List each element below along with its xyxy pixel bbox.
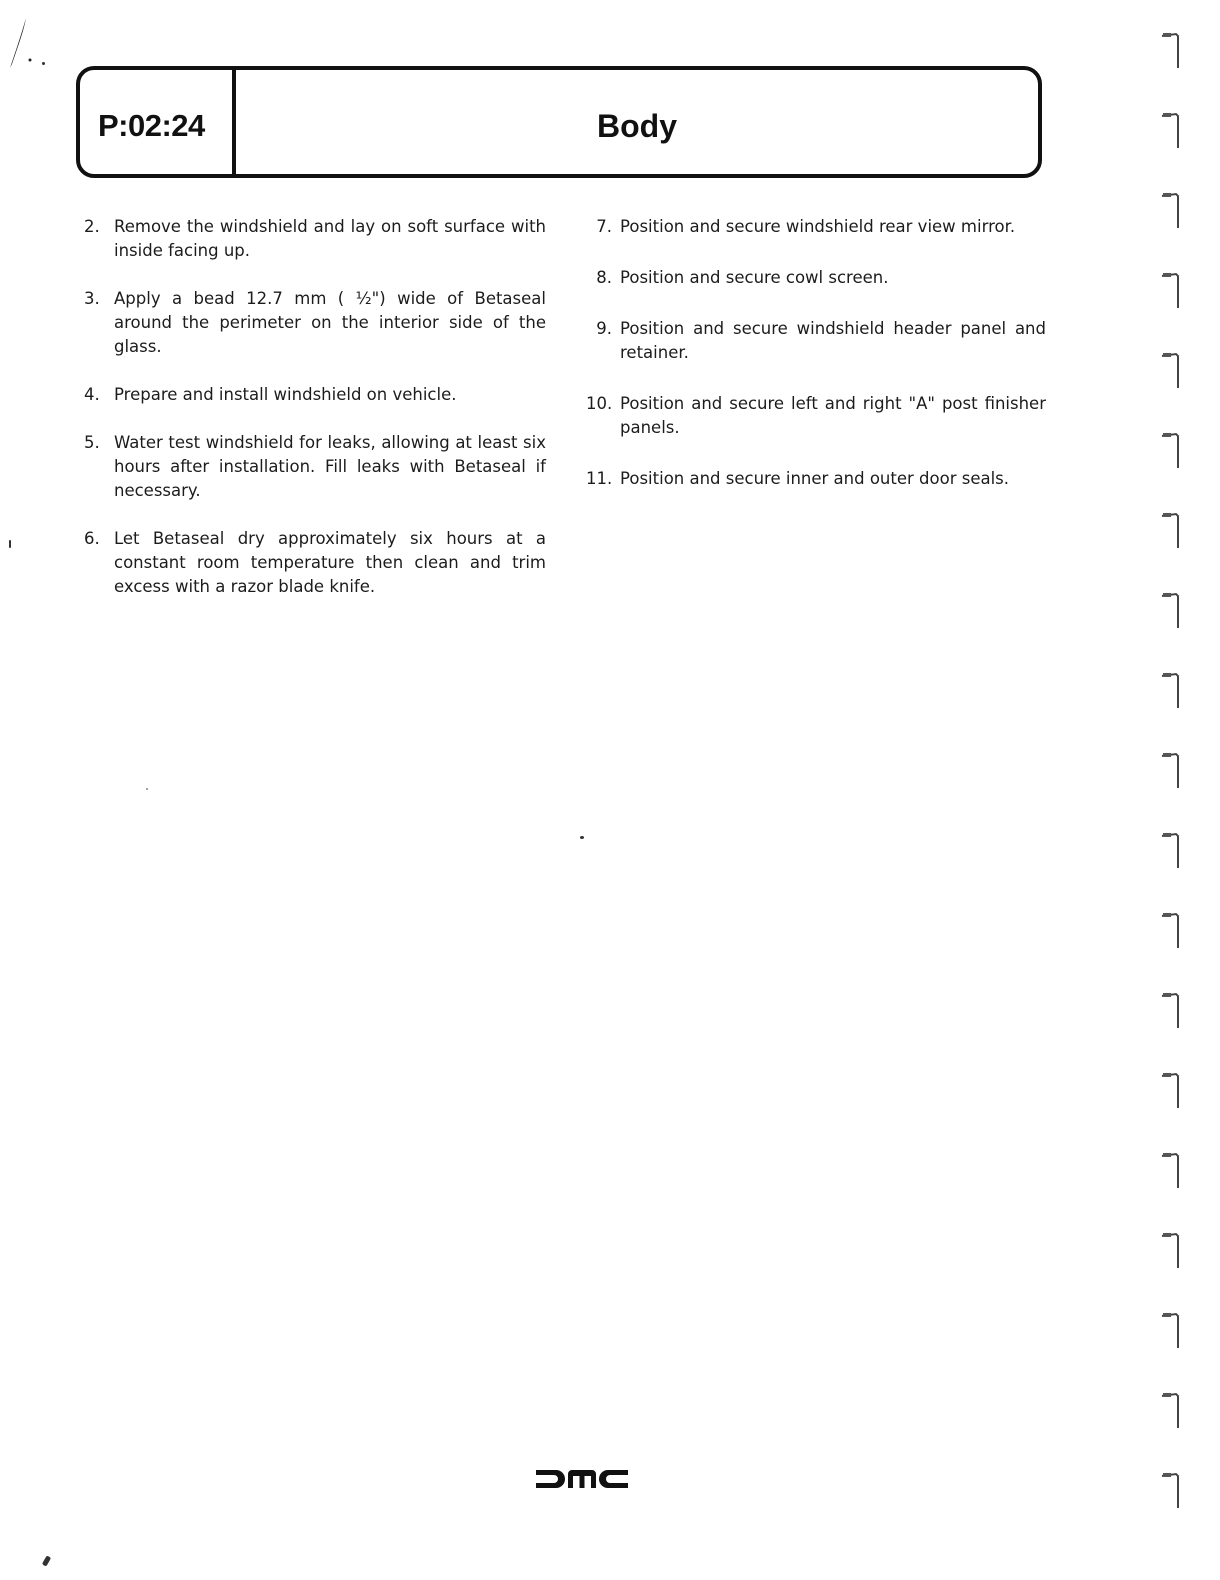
step-number: 10.	[586, 394, 613, 413]
step-number: 6.	[84, 529, 100, 548]
binder-tab-icon	[1160, 190, 1182, 230]
step-item	[84, 287, 546, 359]
step-text: Position and secure cowl screen.	[620, 268, 889, 287]
binder-tab-icon	[1160, 1470, 1182, 1510]
scan-speck	[580, 836, 584, 839]
step-number: 11.	[586, 469, 613, 488]
step-number: 8.	[596, 268, 612, 287]
step-text: Apply a bead 12.7 mm ( ½") wide of Betaseal around the perimeter on the interior side of the glass.	[114, 289, 546, 356]
binder-tab-icon	[1160, 830, 1182, 870]
binder-tab-icon	[1160, 30, 1182, 70]
binder-tab-icon	[1160, 270, 1182, 310]
binder-tab-icon	[1160, 350, 1182, 390]
step-item	[586, 467, 1046, 491]
step-item	[586, 317, 1046, 365]
step-number: 7.	[596, 217, 612, 236]
binder-tab-icon	[1160, 590, 1182, 630]
step-text: Prepare and install windshield on vehicle.	[114, 385, 457, 404]
binder-tab-icon	[1160, 510, 1182, 550]
step-text: Water test windshield for leaks, allowing at least six hours after installation. Fill leaks with Betaseal if necessary.	[114, 433, 546, 500]
steps-column-left	[84, 215, 546, 623]
step-number: 3.	[84, 289, 100, 308]
step-text: Position and secure windshield rear view mirror.	[620, 217, 1016, 236]
binder-tab-icon	[1160, 1310, 1182, 1350]
scan-speck	[42, 62, 45, 65]
scan-speck	[146, 788, 148, 790]
step-item	[586, 215, 1046, 239]
binder-tab-icon	[1160, 110, 1182, 150]
step-number: 9.	[596, 319, 612, 338]
binder-tab-icon	[1160, 1150, 1182, 1190]
step-item	[84, 431, 546, 503]
step-text: Position and secure inner and outer door seals.	[620, 469, 1010, 488]
step-item	[84, 383, 546, 407]
steps-column-right	[586, 215, 1046, 518]
step-text: Remove the windshield and lay on soft surface with inside facing up.	[114, 217, 546, 260]
page-code: P:02:24	[98, 108, 205, 143]
step-item	[84, 215, 546, 263]
binder-tab-icon	[1160, 910, 1182, 950]
step-text: Let Betaseal dry approximately six hours at a constant room temperature then clean and trim excess with a razor blade knife.	[114, 529, 546, 596]
dmc-logo-icon	[536, 1468, 628, 1490]
page-header	[76, 66, 1042, 178]
binder-tab-icon	[1160, 1070, 1182, 1110]
scan-speck	[42, 1555, 51, 1566]
step-number: 2.	[84, 217, 100, 236]
step-number: 4.	[84, 385, 100, 404]
binder-tab-icon	[1160, 1390, 1182, 1430]
pen-mark-icon	[6, 16, 32, 76]
scan-speck	[9, 540, 11, 548]
binder-tab-icon	[1160, 750, 1182, 790]
section-title: Body	[597, 108, 677, 144]
step-number: 5.	[84, 433, 100, 452]
binder-tab-icon	[1160, 670, 1182, 710]
step-text: Position and secure left and right "A" post finisher panels.	[620, 394, 1046, 437]
binder-tab-icon	[1160, 1230, 1182, 1270]
step-item	[586, 266, 1046, 290]
binder-tab-marks	[1160, 30, 1190, 1530]
step-text: Position and secure windshield header panel and retainer.	[620, 319, 1046, 362]
step-item	[586, 392, 1046, 440]
binder-tab-icon	[1160, 990, 1182, 1030]
step-item	[84, 527, 546, 599]
binder-tab-icon	[1160, 430, 1182, 470]
